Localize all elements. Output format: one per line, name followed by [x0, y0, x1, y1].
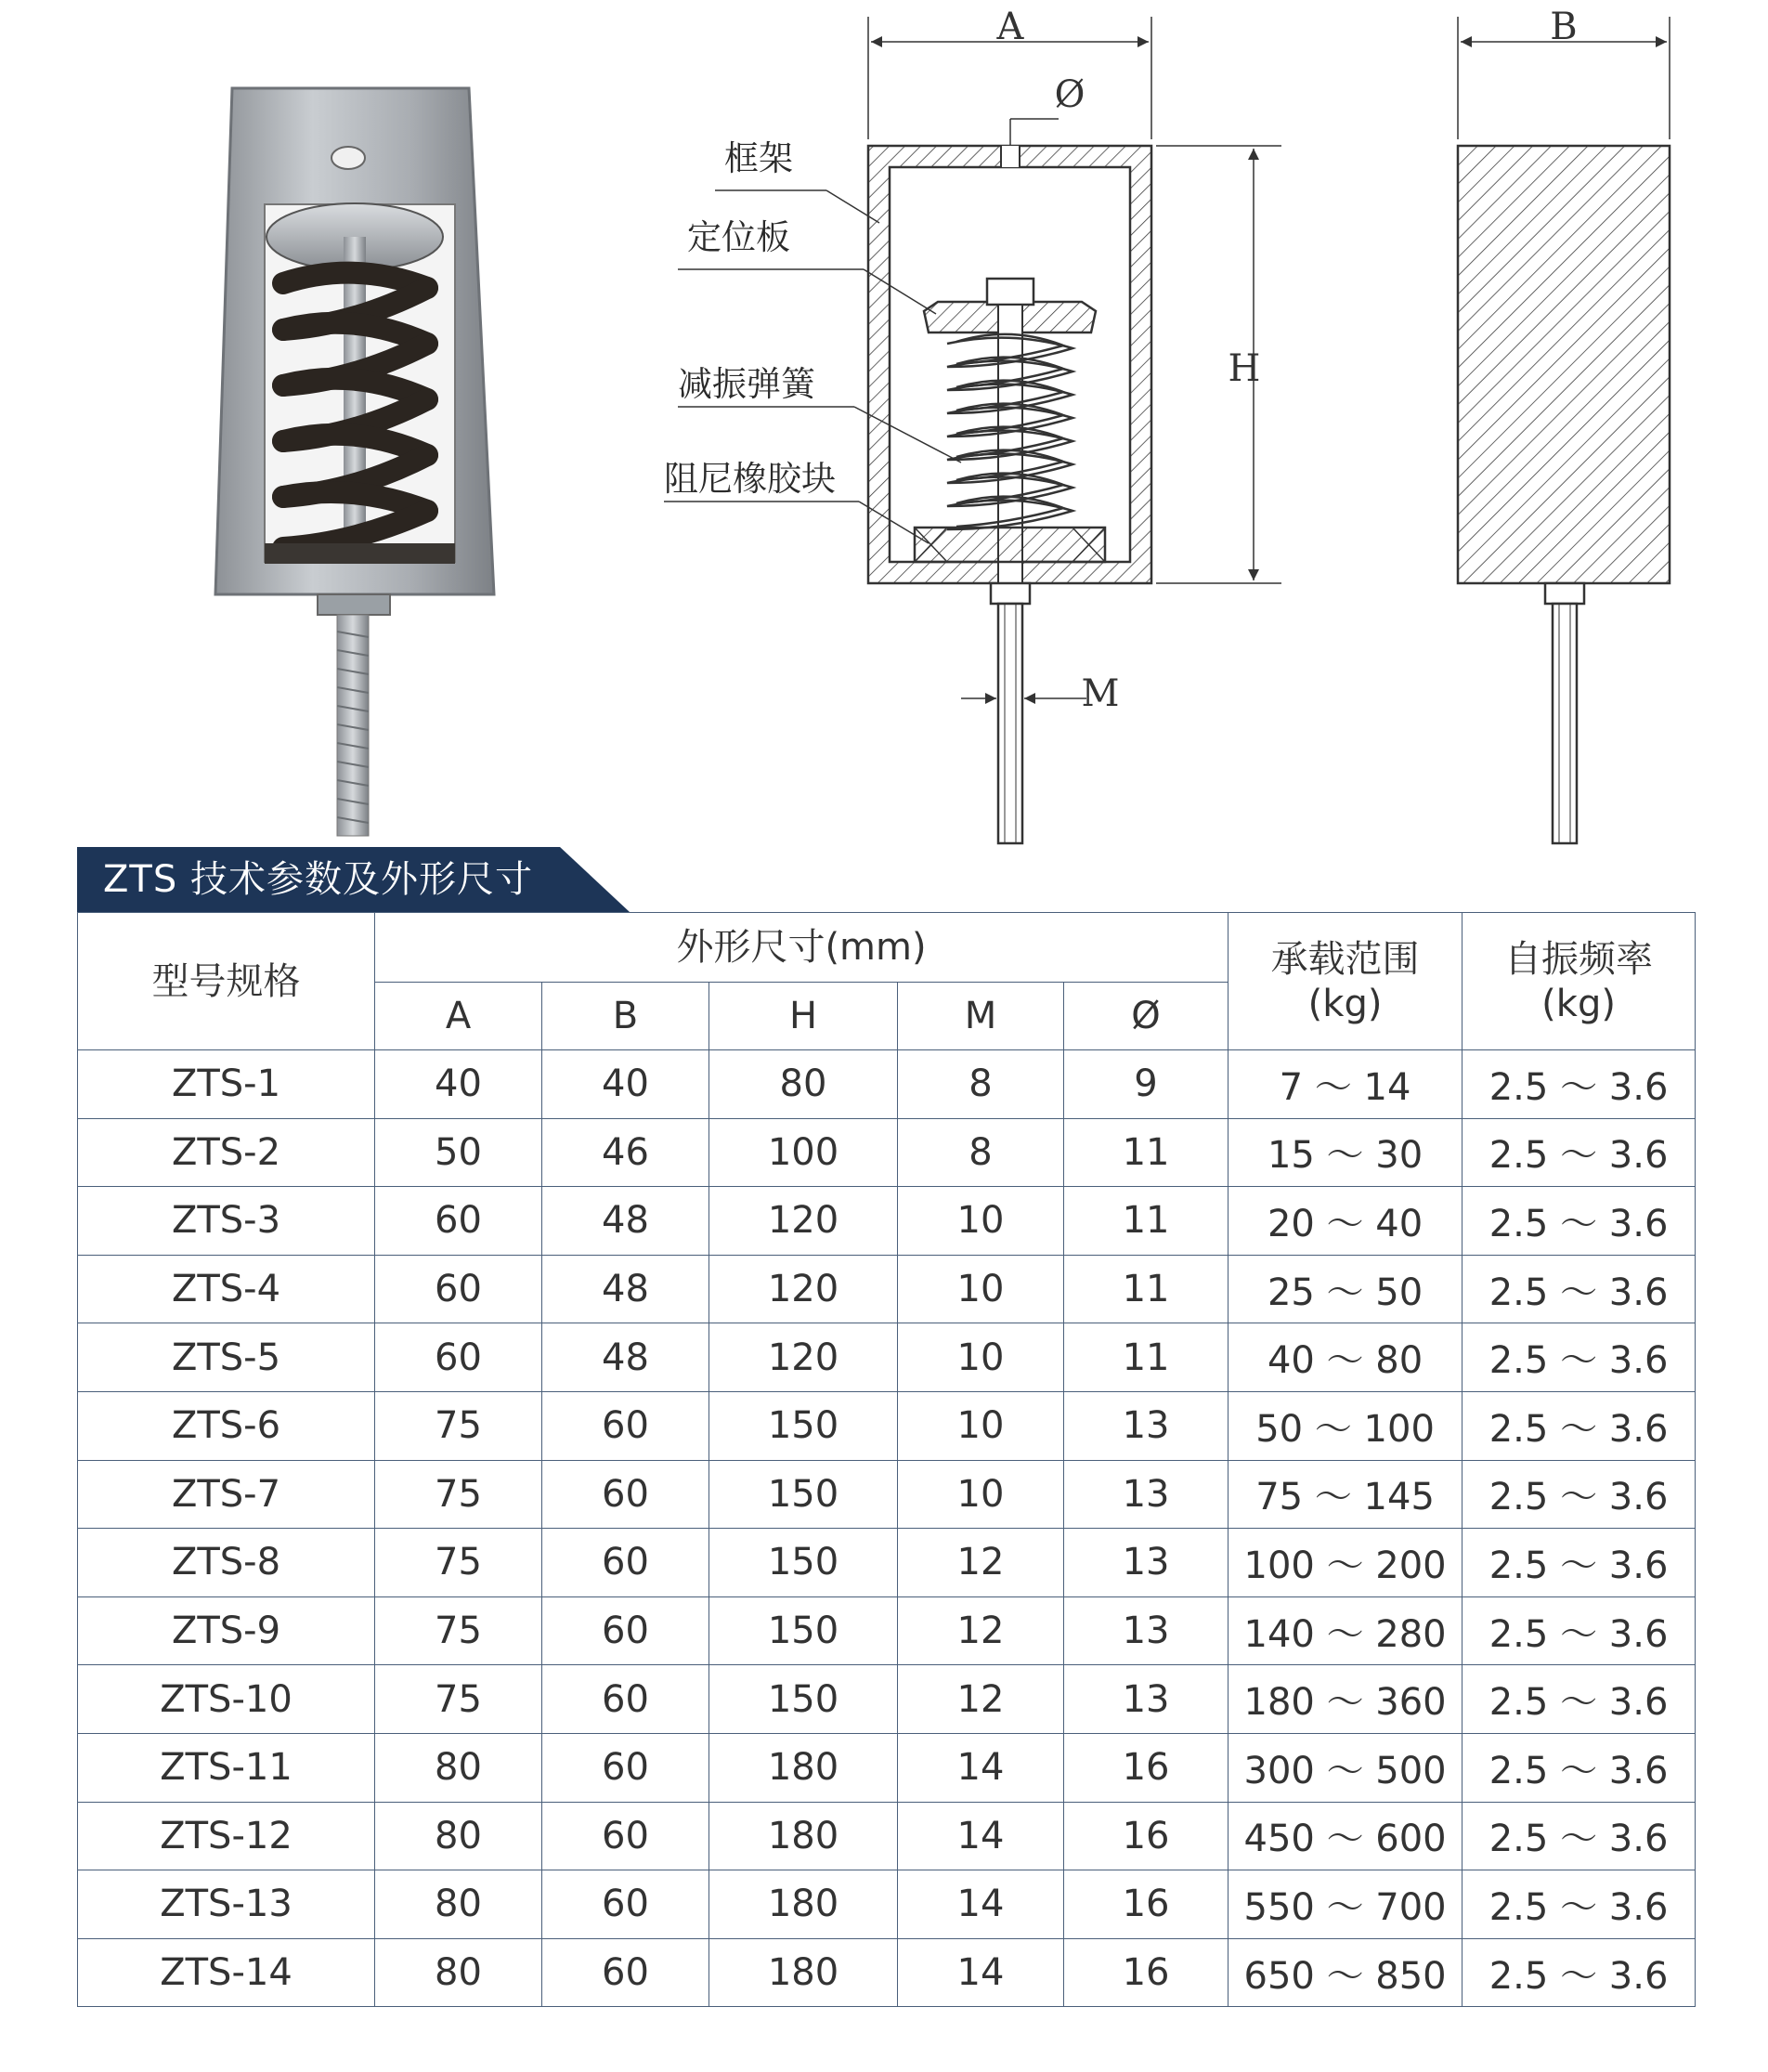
header-dimensions: 外形尺寸(mm) [375, 913, 1228, 983]
cell-model: ZTS-4 [78, 1255, 375, 1323]
cell-b: 40 [542, 1050, 709, 1119]
cell-load-range: 75 ～ 145 [1228, 1460, 1462, 1529]
cell-a: 75 [375, 1596, 542, 1665]
cell-m: 8 [898, 1118, 1064, 1187]
cell-phi: 11 [1064, 1255, 1228, 1323]
dim-label-b: B [1550, 6, 1578, 48]
cell-load-range: 15 ～ 30 [1228, 1118, 1462, 1187]
cell-phi: 9 [1064, 1050, 1228, 1119]
cell-a: 80 [375, 1870, 542, 1939]
cell-b: 60 [542, 1391, 709, 1460]
cell-frequency: 2.5 ～ 3.6 [1462, 1187, 1696, 1256]
cell-a: 80 [375, 1733, 542, 1802]
cell-a: 75 [375, 1665, 542, 1734]
spec-table [77, 912, 1696, 2007]
cell-b: 60 [542, 1870, 709, 1939]
cell-model: ZTS-8 [78, 1529, 375, 1597]
cell-b: 48 [542, 1255, 709, 1323]
cell-h: 120 [709, 1187, 898, 1256]
label-frame: 框架 [724, 138, 793, 178]
cell-b: 60 [542, 1733, 709, 1802]
section-title: ZTS 技术参数及外形尺寸 [103, 858, 533, 901]
cell-phi: 16 [1064, 1870, 1228, 1939]
cell-phi: 11 [1064, 1187, 1228, 1256]
table-row [78, 1118, 1696, 1187]
table-row [78, 1733, 1696, 1802]
cell-frequency: 2.5 ～ 3.6 [1462, 1323, 1696, 1392]
cell-m: 8 [898, 1050, 1064, 1119]
cell-phi: 16 [1064, 1802, 1228, 1870]
header-frequency [1462, 913, 1696, 1050]
cell-h: 150 [709, 1596, 898, 1665]
cell-model: ZTS-9 [78, 1596, 375, 1665]
cell-b: 48 [542, 1187, 709, 1256]
cell-b: 60 [542, 1460, 709, 1529]
header-b: B [542, 983, 709, 1050]
cell-frequency: 2.5 ～ 3.6 [1462, 1255, 1696, 1323]
header-a: A [375, 983, 542, 1050]
cell-load-range: 140 ～ 280 [1228, 1596, 1462, 1665]
dim-label-h: H [1228, 347, 1261, 390]
cell-phi: 13 [1064, 1391, 1228, 1460]
cell-a: 60 [375, 1255, 542, 1323]
cell-phi: 11 [1064, 1323, 1228, 1392]
header-load-range [1228, 913, 1462, 1050]
cell-h: 180 [709, 1870, 898, 1939]
table-body [78, 1050, 1696, 2007]
cell-frequency: 2.5 ～ 3.6 [1462, 1665, 1696, 1734]
cell-phi: 13 [1064, 1596, 1228, 1665]
cell-h: 180 [709, 1802, 898, 1870]
cell-model: ZTS-2 [78, 1118, 375, 1187]
cell-load-range: 100 ～ 200 [1228, 1529, 1462, 1597]
cell-model: ZTS-14 [78, 1938, 375, 2007]
header-load-range-line2: (kg) [1307, 982, 1383, 1025]
cell-b: 48 [542, 1323, 709, 1392]
dim-label-m: M [1081, 672, 1120, 715]
cell-b: 60 [542, 1529, 709, 1597]
cell-load-range: 650 ～ 850 [1228, 1938, 1462, 2007]
dim-label-phi: Ø [1054, 73, 1086, 116]
cell-frequency: 2.5 ～ 3.6 [1462, 1529, 1696, 1597]
header-load-range-line1: 承载范围 [1270, 937, 1420, 981]
cell-m: 10 [898, 1323, 1064, 1392]
product-photo [195, 74, 511, 836]
cell-h: 120 [709, 1323, 898, 1392]
cell-b: 60 [542, 1596, 709, 1665]
cell-a: 75 [375, 1529, 542, 1597]
cell-load-range: 450 ～ 600 [1228, 1802, 1462, 1870]
cell-a: 50 [375, 1118, 542, 1187]
header-model: 型号规格 [78, 913, 375, 1050]
cell-h: 180 [709, 1733, 898, 1802]
cell-load-range: 40 ～ 80 [1228, 1323, 1462, 1392]
cell-a: 60 [375, 1323, 542, 1392]
header-frequency-line1: 自振频率 [1504, 937, 1654, 981]
cell-phi: 11 [1064, 1118, 1228, 1187]
cell-a: 60 [375, 1187, 542, 1256]
cell-frequency: 2.5 ～ 3.6 [1462, 1118, 1696, 1187]
cell-phi: 13 [1064, 1665, 1228, 1734]
cell-m: 14 [898, 1938, 1064, 2007]
cell-a: 80 [375, 1802, 542, 1870]
cell-frequency: 2.5 ～ 3.6 [1462, 1391, 1696, 1460]
cell-model: ZTS-3 [78, 1187, 375, 1256]
cell-a: 75 [375, 1460, 542, 1529]
label-damping-rubber: 阻尼橡胶块 [664, 459, 836, 499]
cell-frequency: 2.5 ～ 3.6 [1462, 1460, 1696, 1529]
cell-frequency: 2.5 ～ 3.6 [1462, 1733, 1696, 1802]
cell-load-range: 25 ～ 50 [1228, 1255, 1462, 1323]
cell-m: 12 [898, 1665, 1064, 1734]
cell-a: 75 [375, 1391, 542, 1460]
cell-model: ZTS-11 [78, 1733, 375, 1802]
table-row [78, 1596, 1696, 1665]
table-row [78, 1187, 1696, 1256]
cell-model: ZTS-1 [78, 1050, 375, 1119]
cell-load-range: 50 ～ 100 [1228, 1391, 1462, 1460]
cell-h: 150 [709, 1460, 898, 1529]
cell-a: 80 [375, 1938, 542, 2007]
cell-b: 60 [542, 1802, 709, 1870]
label-locating-plate: 定位板 [687, 217, 790, 257]
cell-frequency: 2.5 ～ 3.6 [1462, 1802, 1696, 1870]
table-row [78, 1460, 1696, 1529]
cell-m: 10 [898, 1255, 1064, 1323]
table-row [78, 1938, 1696, 2007]
cell-frequency: 2.5 ～ 3.6 [1462, 1870, 1696, 1939]
table-row [78, 1529, 1696, 1597]
table-row [78, 1802, 1696, 1870]
dim-label-a: A [996, 6, 1024, 48]
cell-h: 100 [709, 1118, 898, 1187]
cell-b: 46 [542, 1118, 709, 1187]
cell-m: 14 [898, 1802, 1064, 1870]
cell-load-range: 550 ～ 700 [1228, 1870, 1462, 1939]
cell-model: ZTS-12 [78, 1802, 375, 1870]
cell-m: 12 [898, 1529, 1064, 1597]
cell-load-range: 7 ～ 14 [1228, 1050, 1462, 1119]
cell-h: 180 [709, 1938, 898, 2007]
table-row [78, 1323, 1696, 1392]
cell-m: 14 [898, 1733, 1064, 1802]
cell-phi: 13 [1064, 1529, 1228, 1597]
cell-load-range: 20 ～ 40 [1228, 1187, 1462, 1256]
table-row [78, 1050, 1696, 1119]
cell-h: 80 [709, 1050, 898, 1119]
cell-phi: 16 [1064, 1733, 1228, 1802]
cell-frequency: 2.5 ～ 3.6 [1462, 1050, 1696, 1119]
cell-model: ZTS-5 [78, 1323, 375, 1392]
side-view-drawing [1421, 0, 1727, 845]
cell-b: 60 [542, 1938, 709, 2007]
table-row [78, 1665, 1696, 1734]
cell-h: 150 [709, 1391, 898, 1460]
label-damping-spring: 减振弹簧 [678, 364, 815, 404]
cell-frequency: 2.5 ～ 3.6 [1462, 1938, 1696, 2007]
cell-load-range: 300 ～ 500 [1228, 1733, 1462, 1802]
cell-m: 10 [898, 1391, 1064, 1460]
cell-load-range: 180 ～ 360 [1228, 1665, 1462, 1734]
cell-model: ZTS-13 [78, 1870, 375, 1939]
cell-frequency: 2.5 ～ 3.6 [1462, 1596, 1696, 1665]
header-m: M [898, 983, 1064, 1050]
cell-m: 12 [898, 1596, 1064, 1665]
cell-model: ZTS-6 [78, 1391, 375, 1460]
table-row [78, 1391, 1696, 1460]
header-frequency-line2: (kg) [1541, 982, 1616, 1025]
cell-m: 10 [898, 1187, 1064, 1256]
cell-a: 40 [375, 1050, 542, 1119]
cell-m: 10 [898, 1460, 1064, 1529]
cell-h: 120 [709, 1255, 898, 1323]
cell-h: 150 [709, 1529, 898, 1597]
cell-model: ZTS-7 [78, 1460, 375, 1529]
cell-model: ZTS-10 [78, 1665, 375, 1734]
cell-b: 60 [542, 1665, 709, 1734]
cell-m: 14 [898, 1870, 1064, 1939]
cell-phi: 16 [1064, 1938, 1228, 2007]
table-row [78, 1870, 1696, 1939]
cell-phi: 13 [1064, 1460, 1228, 1529]
cross-section-drawing [641, 0, 1261, 845]
section-banner [77, 847, 630, 912]
header-h: H [709, 983, 898, 1050]
table-row [78, 1255, 1696, 1323]
header-phi: Ø [1064, 983, 1228, 1050]
cell-h: 150 [709, 1665, 898, 1734]
